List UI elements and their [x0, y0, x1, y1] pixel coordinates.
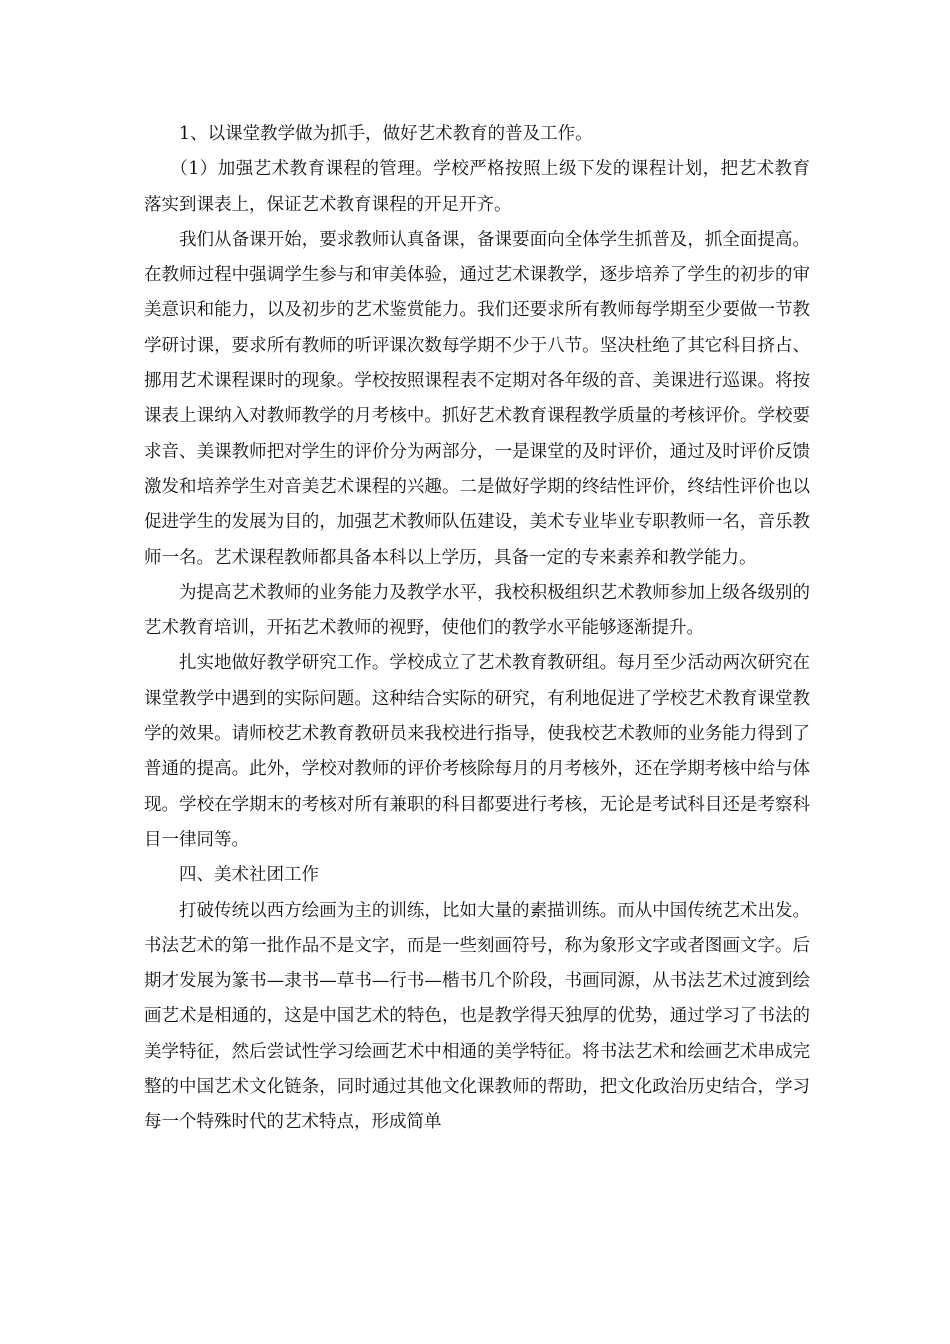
document-body — [144, 117, 810, 1141]
paragraph-teacher-training: 为提高艺术教师的业务能力及教学水平，我校积极组织艺术教师参加上级各级别的艺术教育培训，开拓艺术教师的视野，使他们的教学水平能够逐渐提升。 — [144, 582, 810, 639]
paragraph-art-club-work: 打破传统以西方绘画为主的训练，比如大量的素描训练。而从中国传统艺术出发。书法艺术的第一批作品不是文字，而是一些刻画符号，称为象形文字或者图画文字。后期才发展为篆书—隶书—草书—行书—楷书几个阶段，书画同源，从书法艺术过渡到绘画艺术是相通的，这是中国艺术的特色，也是教学得天独厚的优势，通过学习了书法的美学特征，然后尝试性学习绘画艺术中相通的美学特征。将书法艺术和绘画艺术串成完整的中国艺术文化链条，同时通过其他文化课教师的帮助，把文化政治历史结合，学习每一个特殊时代的艺术特点，形成简单 — [144, 900, 810, 1133]
section-heading-art-club: 四、美术社团工作 — [179, 865, 319, 886]
paragraph-lesson-preparation: 我们从备课开始，要求教师认真备课，备课要面向全体学生抓普及，抓全面提高。在教师过程中强调学生参与和审美体验，通过艺术课教学，逐步培养了学生的初步的审美意识和能力，以及初步的艺术鉴赏能力。我们还要求所有教师每学期至少要做一节教学研讨课，要求所有教师的听评课次数每学期不少于八节。坚决杜绝了其它科目挤占、挪用艺术课程课时的现象。学校按照课程表不定期对各年级的音、美课进行巡课。将按课表上课纳入对教师教学的月考核中。抓好艺术教育课程教学质量的考核评价。学校要求音、美课教师把对学生的评价分为两部分，一是课堂的及时评价，通过及时评价反馈激发和培养学生对音美艺术课程的兴趣。二是做好学期的终结性评价，终结性评价也以促进学生的发展为目的，加强艺术教师队伍建设，美术专业毕业专职教师一名，音乐教师一名。艺术课程教师都具备本科以上学历，具备一定的专来素养和教学能力。 — [144, 229, 810, 568]
paragraph-teaching-research: 扎实地做好教学研究工作。学校成立了艺术教育教研组。每月至少活动两次研究在课堂教学中遇到的实际问题。这种结合实际的研究，有利地促进了学校艺术教育课堂教学的效果。请师校艺术教育教研员来我校进行指导，使我校艺术教师的业务能力得到了普通的提高。此外，学校对教师的评价考核除每月的月考核外，还在学期考核中给与体现。学校在学期末的考核对所有兼职的科目都要进行考核，无论是考试科目还是考察科目一律同等。 — [144, 653, 810, 850]
paragraph-heading-1: 1、以课堂教学做为抓手，做好艺术教育的普及工作。 — [179, 124, 593, 144]
paragraph-course-management: （1）加强艺术教育课程的管理。学校严格按照上级下发的课程计划，把艺术教育落实到课表上，保证艺术教育课程的开足开齐。 — [144, 159, 810, 215]
